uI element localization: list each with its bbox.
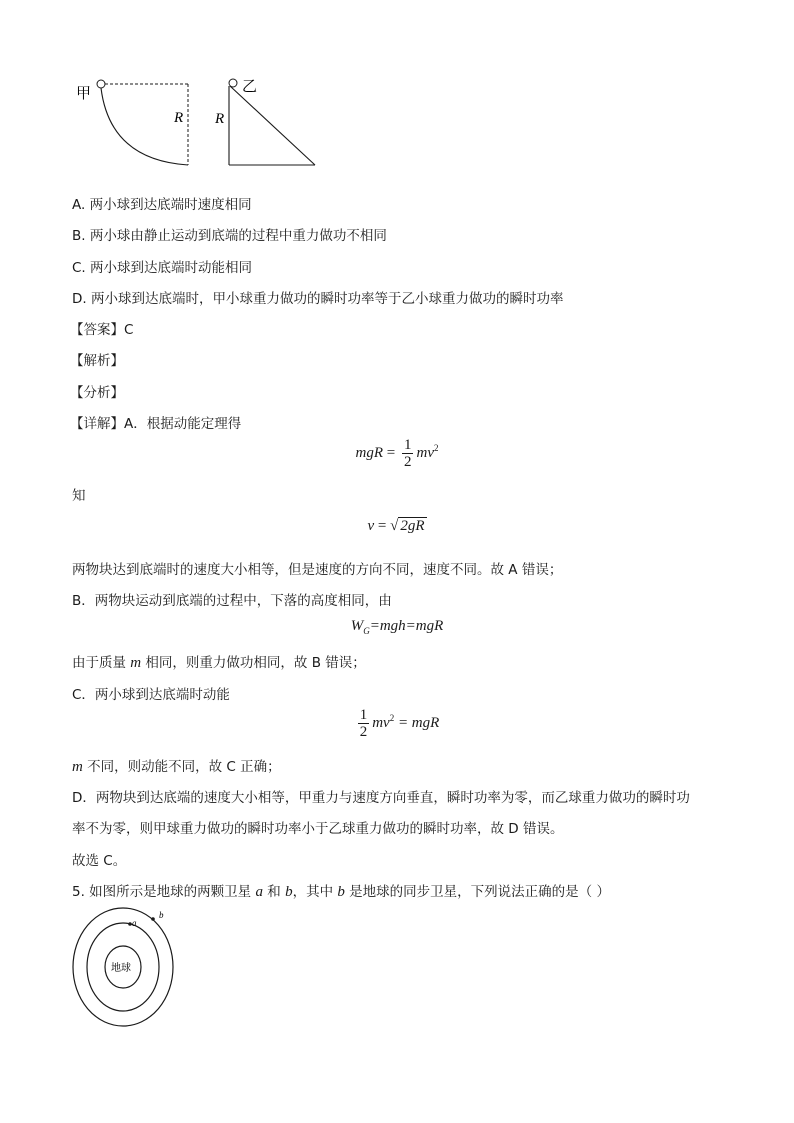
fenxi-label: 【分析】: [70, 385, 124, 401]
detail-c-intro: C．两小球到达底端时动能: [72, 687, 230, 703]
label-r-right: R: [215, 111, 225, 127]
equation-1: [0, 437, 794, 470]
label-jia: 甲: [76, 86, 92, 102]
q5-pre: 如图所示是地球的两颗卫星: [84, 884, 256, 900]
c-post: 不同，则动能不同，故 C 正确；: [82, 759, 281, 775]
q5-b2: b: [337, 884, 345, 900]
eq4-rest: = mgR: [394, 714, 440, 731]
zhi-text: 知: [72, 488, 86, 504]
b-mass: m: [130, 655, 142, 671]
choose-line: 故选 C。: [72, 853, 127, 869]
option-b: B. 两小球由静止运动到底端的过程中重力做功不相同: [72, 228, 387, 244]
analysis-label: 【解析】: [70, 353, 124, 369]
equation-2: [0, 518, 794, 535]
frac-den: 2: [403, 454, 412, 470]
answer-line: [70, 318, 133, 338]
equation-3: [0, 618, 794, 636]
equation-4: [0, 707, 794, 740]
eq3-sub: G: [363, 626, 370, 636]
option-d: D. 两小球到达底端时，甲小球重力做功的瞬时功率等于乙小球重力做功的瞬时功率: [72, 291, 564, 307]
eq4-frac-num: 1: [359, 707, 368, 723]
earth-label: 地球: [111, 963, 131, 974]
answer-value: C: [124, 322, 134, 338]
frac-num: 1: [403, 437, 412, 453]
q5-mid2: ，其中: [292, 884, 338, 900]
eq4-exp: 2: [389, 712, 395, 723]
detail-label: 【详解】: [70, 416, 124, 432]
detail-b-intro: B．两物块运动到底端的过程中，下落的高度相同，由: [72, 593, 392, 609]
eq2-equals: =: [377, 518, 387, 534]
label-r-left: R: [174, 110, 184, 126]
sqrt-icon: √: [390, 518, 399, 534]
eq1-mv: mv: [416, 444, 434, 461]
satellite-a-label: a: [132, 918, 137, 928]
eq1-lhs: mgR: [355, 444, 384, 461]
b-post: 相同，则重力做功相同，故 B 错误；: [141, 655, 366, 671]
eq3-rest: =mgh=mgR: [369, 618, 444, 634]
incline-hypotenuse: [230, 86, 315, 165]
eq4-mv: mv: [372, 714, 390, 731]
answer-label: 【答案】: [70, 322, 124, 338]
q5-b: b: [285, 884, 293, 900]
q5-number: 5.: [72, 884, 85, 900]
satellite-b: [151, 917, 155, 921]
c-mass: m: [72, 759, 83, 775]
q5-mid1: 和: [262, 884, 286, 900]
eq1-equals: =: [386, 444, 396, 461]
b-pre: 由于质量: [72, 655, 131, 671]
satellite-b-label: b: [159, 910, 164, 920]
eq1-exp: 2: [433, 442, 439, 453]
eq3-w: W: [350, 618, 364, 634]
eq2-lhs: v: [367, 518, 375, 534]
orbit-figure: [68, 904, 188, 1030]
option-a: A. 两小球到达底端时速度相同: [72, 197, 252, 213]
detail-d-line2: 率不为零，则甲球重力做功的瞬时功率小于乙球重力做功的瞬时功率，故 D 错误。: [72, 821, 564, 837]
eq2-radicand: 2gR: [400, 518, 425, 534]
label-yi: 乙: [242, 79, 258, 95]
q5-a: a: [255, 884, 263, 900]
ball-jia: [97, 80, 105, 88]
detail-a-conclusion: 两物块达到底端时的速度大小相等，但是速度的方向不同，速度不同。故 A 错误；: [72, 562, 563, 578]
detail-c-conclusion: [72, 755, 281, 776]
detail-a-intro: [70, 412, 241, 432]
track-figure: [70, 72, 330, 172]
detail-d-line1: D．两物块到达底端的速度大小相等，甲重力与速度方向垂直，瞬时功率为零，而乙球重力做功的瞬时功: [72, 790, 690, 806]
eq4-fraction: [358, 707, 370, 740]
detail-a-text: A．根据动能定理得: [124, 416, 242, 432]
eq1-fraction: [402, 437, 414, 470]
eq4-frac-den: 2: [359, 724, 368, 740]
option-c: C. 两小球到达底端时动能相同: [72, 260, 253, 276]
detail-b-conclusion: [72, 651, 366, 672]
quarter-circle-track: [101, 88, 188, 165]
question-5: [72, 880, 610, 901]
q5-post: 是地球的同步卫星，下列说法正确的是（ ）: [344, 884, 610, 900]
